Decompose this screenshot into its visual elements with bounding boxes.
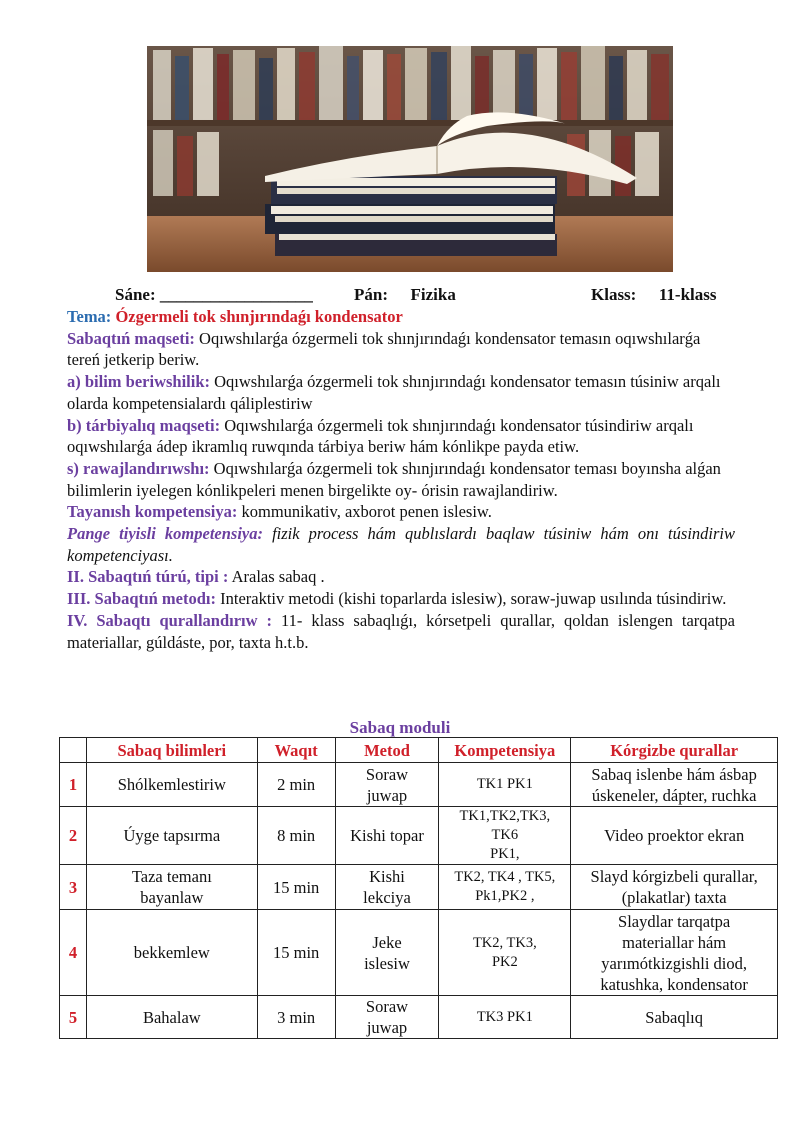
subject-competence-paragraph xyxy=(67,523,735,566)
row-stage: Bahalaw xyxy=(86,996,257,1039)
row-time: 15 min xyxy=(257,865,335,910)
date-field xyxy=(115,285,313,305)
row-method: Soraw juwap xyxy=(335,996,439,1039)
header-stage: Sabaq bilimleri xyxy=(86,738,257,763)
lesson-type-paragraph xyxy=(67,566,735,588)
row-competence: TK2, TK3, PK2 xyxy=(439,910,571,996)
table-row xyxy=(60,996,778,1039)
upbringing-goal-paragraph xyxy=(67,415,735,458)
table-row xyxy=(60,807,778,865)
row-method: Kishi topar xyxy=(335,807,439,865)
goal-label: Sabaqtıń maqseti: xyxy=(67,328,195,348)
row-number: 4 xyxy=(60,910,87,996)
class-field xyxy=(591,285,716,305)
subject-value: Fizika xyxy=(410,285,456,304)
lesson-method-paragraph xyxy=(67,588,735,610)
table-row xyxy=(60,865,778,910)
row-time: 3 min xyxy=(257,996,335,1039)
row-competence: TK1,TK2,TK3, TK6 PK1, xyxy=(439,807,571,865)
educational-goal-paragraph xyxy=(67,371,735,414)
row-tools: Slaydlar tarqatpa materiallar hám yarımótkizgishli diod, katushka, kondensator xyxy=(571,910,778,996)
header-competence: Kompetensiya xyxy=(439,738,571,763)
topic-line xyxy=(67,306,735,328)
equipment-text: 11- klass sabaqlıǵı, kórsetpeli qurallar, qoldan islengen tarqatpa materiallar, gúldáste, por, taxta h.t.b. xyxy=(67,610,735,652)
subject-label: Pán: xyxy=(354,285,388,304)
row-competence: TK2, TK4 , TK5, Pk1,PK2 , xyxy=(439,865,571,910)
row-number: 5 xyxy=(60,996,87,1039)
header-tools: Kórgizbe qurallar xyxy=(571,738,778,763)
developmental-goal-label: s) rawajlandırıwshı: xyxy=(67,458,210,478)
lesson-type-label: II. Sabaqtıń túrú, tipi : xyxy=(67,567,229,587)
upbringing-goal-text: Oqıwshılarǵa ózgermeli tok shınjırındaǵı kondensator túsindiriw arqalı oqıwshılarǵa ádep ikramlıq ruwqında tárbiya beriw hám kónlikpe payda etiw. xyxy=(67,415,694,457)
core-competence-text: kommunikativ, axborot penen islesiw. xyxy=(237,502,492,522)
core-competence-paragraph xyxy=(67,501,735,523)
class-value: 11-klass xyxy=(658,285,717,304)
header-method: Metod xyxy=(335,738,439,763)
header-number xyxy=(60,738,87,763)
row-number: 2 xyxy=(60,807,87,865)
table-row xyxy=(60,763,778,807)
row-stage: bekkemlew xyxy=(86,910,257,996)
lesson-module-table xyxy=(59,737,778,1039)
class-label: Klass: xyxy=(591,285,637,304)
subject-competence-label: Pange tiyisli kompetensiya: xyxy=(67,524,263,544)
equipment-label: IV. Sabaqtı qurallandırıw : xyxy=(67,610,273,630)
educational-goal-text: Oqıwshılarǵa ózgermeli tok shınjırındaǵı kondensator temasın túsiniw arqalı olarda kompetensialardı qáliplestiriw xyxy=(67,372,721,413)
lesson-plan-body xyxy=(67,306,735,653)
row-stage: Shólkemlestiriw xyxy=(86,763,257,807)
row-competence: TK3 PK1 xyxy=(439,996,571,1039)
row-tools: Sabaqlıq xyxy=(571,996,778,1039)
books-illustration xyxy=(147,46,673,272)
row-time: 8 min xyxy=(257,807,335,865)
row-tools: Sabaq islenbe hám ásbap úskeneler, dápter, ruchka xyxy=(571,763,778,807)
row-method: Kishi lekciya xyxy=(335,865,439,910)
subject-competence-text: fizik process hám qublıslardı baqlaw túsiniw hám onı túsindiriw kompetenciyası. xyxy=(67,524,735,565)
topic-value: Ózgermeli tok shınjırındaǵı kondensator xyxy=(115,307,403,326)
educational-goal-label: a) bilim beriwshilik: xyxy=(67,372,211,392)
table-header-row xyxy=(60,738,778,763)
goal-text: Oqıwshılarǵa ózgermeli tok shınjırındaǵı kondensator temasın oqıwshılarǵa tereń jetkerip beriw. xyxy=(67,328,701,370)
module-caption: Sabaq moduli xyxy=(349,718,451,737)
lesson-method-label: III. Sabaqtıń metodı: xyxy=(67,589,216,609)
developmental-goal-paragraph xyxy=(67,458,735,501)
row-stage: Taza temanı bayanlaw xyxy=(86,865,257,910)
row-number: 1 xyxy=(60,763,87,807)
lesson-method-text: Interaktiv metodi (kishi toparlarda islesiw), soraw-juwap usılında túsindiriw. xyxy=(216,589,727,609)
row-method: Soraw juwap xyxy=(335,763,439,807)
subject-field xyxy=(354,285,456,305)
upbringing-goal-label: b) tárbiyalıq maqseti: xyxy=(67,415,221,435)
row-tools: Video proektor ekran xyxy=(571,807,778,865)
core-competence-label: Tayanısh kompetensiya: xyxy=(67,502,238,522)
books-photo xyxy=(147,46,673,272)
lesson-type-text: Aralas sabaq . xyxy=(228,567,325,587)
row-stage: Úyge tapsırma xyxy=(86,807,257,865)
date-label: Sáne: xyxy=(115,285,156,304)
developmental-goal-text: Oqıwshılarǵa ózgermeli tok shınjırındaǵı kondensator teması boyınsha alǵan bilimlerin iyelegen kónlikpeleri menen birgelikte oy- órisin rawajlandiriw. xyxy=(67,458,721,500)
topic-label: Tema: xyxy=(67,307,112,326)
table-row xyxy=(60,910,778,996)
goal-paragraph xyxy=(67,328,735,371)
row-method: Jeke islesiw xyxy=(335,910,439,996)
row-time: 2 min xyxy=(257,763,335,807)
row-competence: TK1 PK1 xyxy=(439,763,571,807)
header-time: Waqıt xyxy=(257,738,335,763)
row-tools: Slayd kórgizbeli qurallar, (plakatlar) taxta xyxy=(571,865,778,910)
equipment-paragraph xyxy=(67,610,735,653)
date-blank: __________________ xyxy=(159,285,313,304)
row-time: 15 min xyxy=(257,910,335,996)
row-number: 3 xyxy=(60,865,87,910)
